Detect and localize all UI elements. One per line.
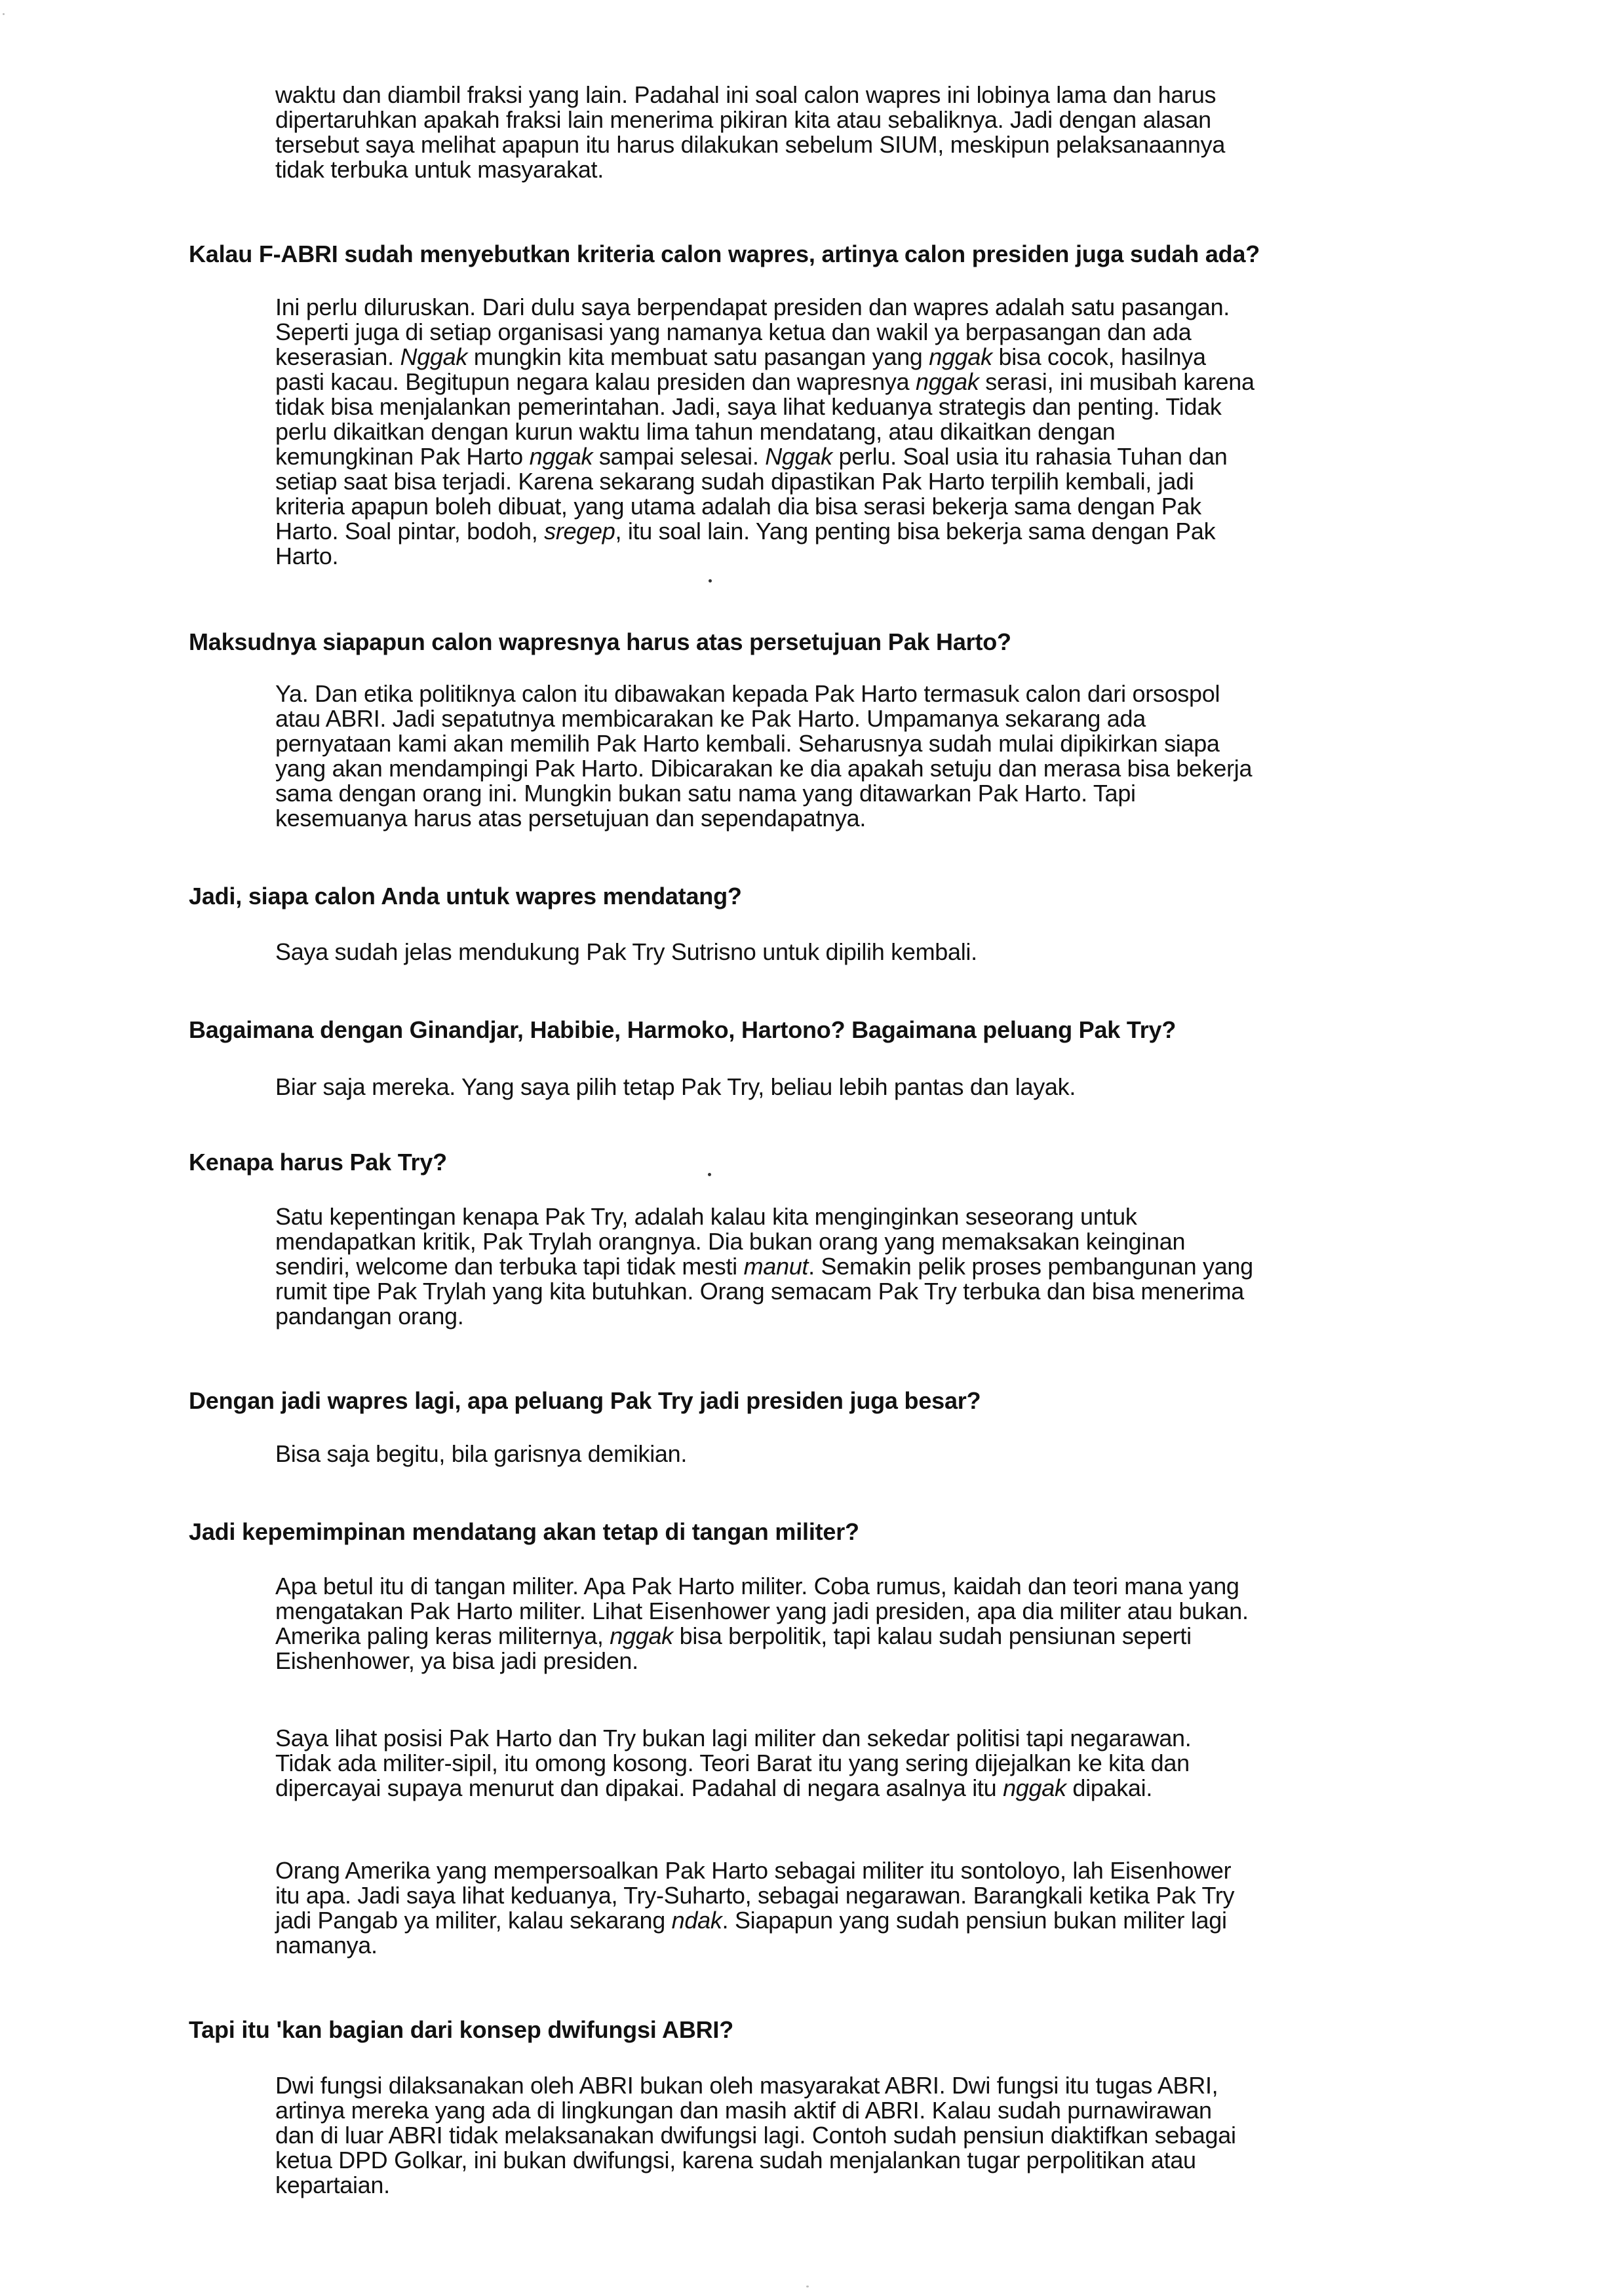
text-line: waktu dan diambil fraksi yang lain. Padahal ini soal calon wapres ini lobinya lama dan harus bbox=[275, 81, 1216, 108]
answer-paragraph bbox=[275, 1726, 1337, 1801]
text-line: Eishenhower, ya bisa jadi presiden. bbox=[275, 1647, 638, 1674]
text-line: artinya mereka yang ada di lingkungan dan masih aktif di ABRI. Kalau sudah purnawirawan bbox=[275, 2097, 1212, 2124]
text-line: kemungkinan Pak Harto nggak sampai selesai. Nggak perlu. Soal usia itu rahasia Tuhan dan bbox=[275, 443, 1228, 470]
text-line: kesemuanya harus atas persetujuan dan sependapatnya. bbox=[275, 805, 866, 832]
text-line: tersebut saya melihat apapun itu harus dilakukan sebelum SIUM, meskipun pelaksanaannya bbox=[275, 131, 1226, 158]
text-line: kepartaian. bbox=[275, 2172, 390, 2198]
scan-speck bbox=[709, 579, 712, 583]
text-line: dan di luar ABRI tidak melaksanakan dwifungsi lagi. Contoh sudah pensiun diaktifkan sebagai bbox=[275, 2122, 1236, 2149]
text-line: sendiri, welcome dan terbuka tapi tidak mesti manut. Semakin pelik proses pembangunan yang bbox=[275, 1253, 1253, 1280]
answer-paragraph bbox=[275, 681, 1337, 831]
text-line: Tidak ada militer-sipil, itu omong kosong. Teori Barat itu yang sering dijejalkan ke kita dan bbox=[275, 1750, 1190, 1776]
text-line: rumit tipe Pak Trylah yang kita butuhkan. Orang semacam Pak Try terbuka dan bisa menerima bbox=[275, 1278, 1245, 1305]
scan-speck bbox=[3, 13, 5, 15]
text-line: pandangan orang. bbox=[275, 1303, 464, 1330]
text-line: namanya. bbox=[275, 1932, 378, 1959]
text-line: Satu kepentingan kenapa Pak Try, adalah kalau kita menginginkan seseorang untuk bbox=[275, 1203, 1137, 1230]
text-line: dipercayai supaya menurut dan dipakai. Padahal di negara asalnya itu nggak dipakai. bbox=[275, 1774, 1153, 1801]
answer-paragraph bbox=[275, 1858, 1337, 1958]
answer-paragraph bbox=[275, 295, 1337, 569]
text-line: mengatakan Pak Harto militer. Lihat Eisenhower yang jadi presiden, apa dia militer atau bukan. bbox=[275, 1598, 1249, 1624]
text-line: Bisa saja begitu, bila garisnya demikian. bbox=[275, 1440, 688, 1467]
text-line: itu apa. Jadi saya lihat keduanya, Try-Suharto, sebagai negarawan. Barangkali ketika Pak Try bbox=[275, 1882, 1235, 1909]
text-line: Ya. Dan etika politiknya calon itu dibawakan kepada Pak Harto termasuk calon dari orsospol bbox=[275, 680, 1220, 707]
text-line: Seperti juga di setiap organisasi yang namanya ketua dan wakil ya berpasangan dan ada bbox=[275, 318, 1192, 345]
text-line: kriteria apapun boleh dibuat, yang utama adalah dia bisa serasi bekerja sama dengan Pak bbox=[275, 493, 1201, 520]
text-line: Saya lihat posisi Pak Harto dan Try bukan lagi militer dan sekedar politisi tapi negarawan. bbox=[275, 1725, 1192, 1751]
text-line: Biar saja mereka. Yang saya pilih tetap Pak Try, beliau lebih pantas dan layak. bbox=[275, 1073, 1076, 1100]
text-line: sama dengan orang ini. Mungkin bukan satu nama yang ditawarkan Pak Harto. Tapi bbox=[275, 780, 1136, 807]
text-line: Amerika paling keras militernya, nggak bisa berpolitik, tapi kalau sudah pensiunan seperti bbox=[275, 1622, 1192, 1649]
text-line: jadi Pangab ya militer, kalau sekarang ndak. Siapapun yang sudah pensiun bukan militer lagi bbox=[275, 1907, 1227, 1934]
text-line: atau ABRI. Jadi sepatutnya membicarakan ke Pak Harto. Umpamanya sekarang ada bbox=[275, 705, 1146, 732]
text-line: Orang Amerika yang mempersoalkan Pak Harto sebagai militer itu sontoloyo, lah Eisenhower bbox=[275, 1857, 1232, 1884]
question-heading: Jadi kepemimpinan mendatang akan tetap di tangan militer? bbox=[189, 1518, 859, 1545]
question-heading: Tapi itu 'kan bagian dari konsep dwifungsi ABRI? bbox=[189, 2016, 734, 2043]
question-heading: Bagaimana dengan Ginandjar, Habibie, Harmoko, Hartono? Bagaimana peluang Pak Try? bbox=[189, 1016, 1177, 1043]
question-heading: Dengan jadi wapres lagi, apa peluang Pak Try jadi presiden juga besar? bbox=[189, 1387, 981, 1414]
text-line: Ini perlu diluruskan. Dari dulu saya berpendapat presiden dan wapres adalah satu pasangan. bbox=[275, 294, 1230, 320]
question-heading: Maksudnya siapapun calon wapresnya harus atas persetujuan Pak Harto? bbox=[189, 628, 1011, 655]
text-line: yang akan mendampingi Pak Harto. Dibicarakan ke dia apakah setuju dan merasa bisa bekerja bbox=[275, 755, 1253, 782]
text-line: Harto. Soal pintar, bodoh, sregep, itu soal lain. Yang penting bisa bekerja sama dengan Pak bbox=[275, 518, 1216, 545]
answer-paragraph bbox=[275, 940, 1337, 965]
text-line: dipertaruhkan apakah fraksi lain menerima pikiran kita atau sebaliknya. Jadi dengan alasan bbox=[275, 106, 1211, 133]
text-line: tidak bisa menjalankan pemerintahan. Jadi, saya lihat keduanya strategis dan penting. Tidak bbox=[275, 393, 1222, 420]
text-line: perlu dikaitkan dengan kurun waktu lima tahun mendatang, atau dikaitkan dengan bbox=[275, 418, 1116, 445]
text-line: Saya sudah jelas mendukung Pak Try Sutrisno untuk dipilih kembali. bbox=[275, 938, 977, 965]
scan-speck bbox=[806, 2286, 809, 2287]
text-line: mendapatkan kritik, Pak Trylah orangnya. Dia bukan orang yang memaksakan keinginan bbox=[275, 1228, 1186, 1255]
answer-paragraph bbox=[275, 1204, 1337, 1329]
answer-paragraph bbox=[275, 1574, 1337, 1674]
text-line: setiap saat bisa terjadi. Karena sekarang sudah dipastikan Pak Harto terpilih kembali, jadi bbox=[275, 468, 1194, 495]
answer-paragraph bbox=[275, 2073, 1337, 2198]
text-line: ketua DPD Golkar, ini bukan dwifungsi, karena sudah menjalankan tugar perpolitikan atau bbox=[275, 2147, 1196, 2173]
text-line: pasti kacau. Begitupun negara kalau presiden dan wapresnya nggak serasi, ini musibah karena bbox=[275, 368, 1255, 395]
scan-speck bbox=[708, 1173, 711, 1176]
answer-paragraph bbox=[275, 1075, 1337, 1100]
intro-paragraph bbox=[275, 83, 1337, 182]
question-heading: Kenapa harus Pak Try? bbox=[189, 1149, 447, 1176]
question-heading: Kalau F-ABRI sudah menyebutkan kriteria calon wapres, artinya calon presiden juga sudah ada? bbox=[189, 240, 1260, 267]
text-line: tidak terbuka untuk masyarakat. bbox=[275, 156, 604, 183]
answer-paragraph bbox=[275, 1442, 1337, 1466]
question-heading: Jadi, siapa calon Anda untuk wapres mendatang? bbox=[189, 883, 742, 909]
text-line: Apa betul itu di tangan militer. Apa Pak Harto militer. Coba rumus, kaidah dan teori mana yang bbox=[275, 1573, 1239, 1599]
text-line: Dwi fungsi dilaksanakan oleh ABRI bukan oleh masyarakat ABRI. Dwi fungsi itu tugas ABRI, bbox=[275, 2072, 1218, 2099]
text-line: pernyataan kami akan memilih Pak Harto kembali. Seharusnya sudah mulai dipikirkan siapa bbox=[275, 730, 1220, 757]
text-line: keserasian. Nggak mungkin kita membuat satu pasangan yang nggak bisa cocok, hasilnya bbox=[275, 343, 1206, 370]
text-line: Harto. bbox=[275, 543, 339, 569]
